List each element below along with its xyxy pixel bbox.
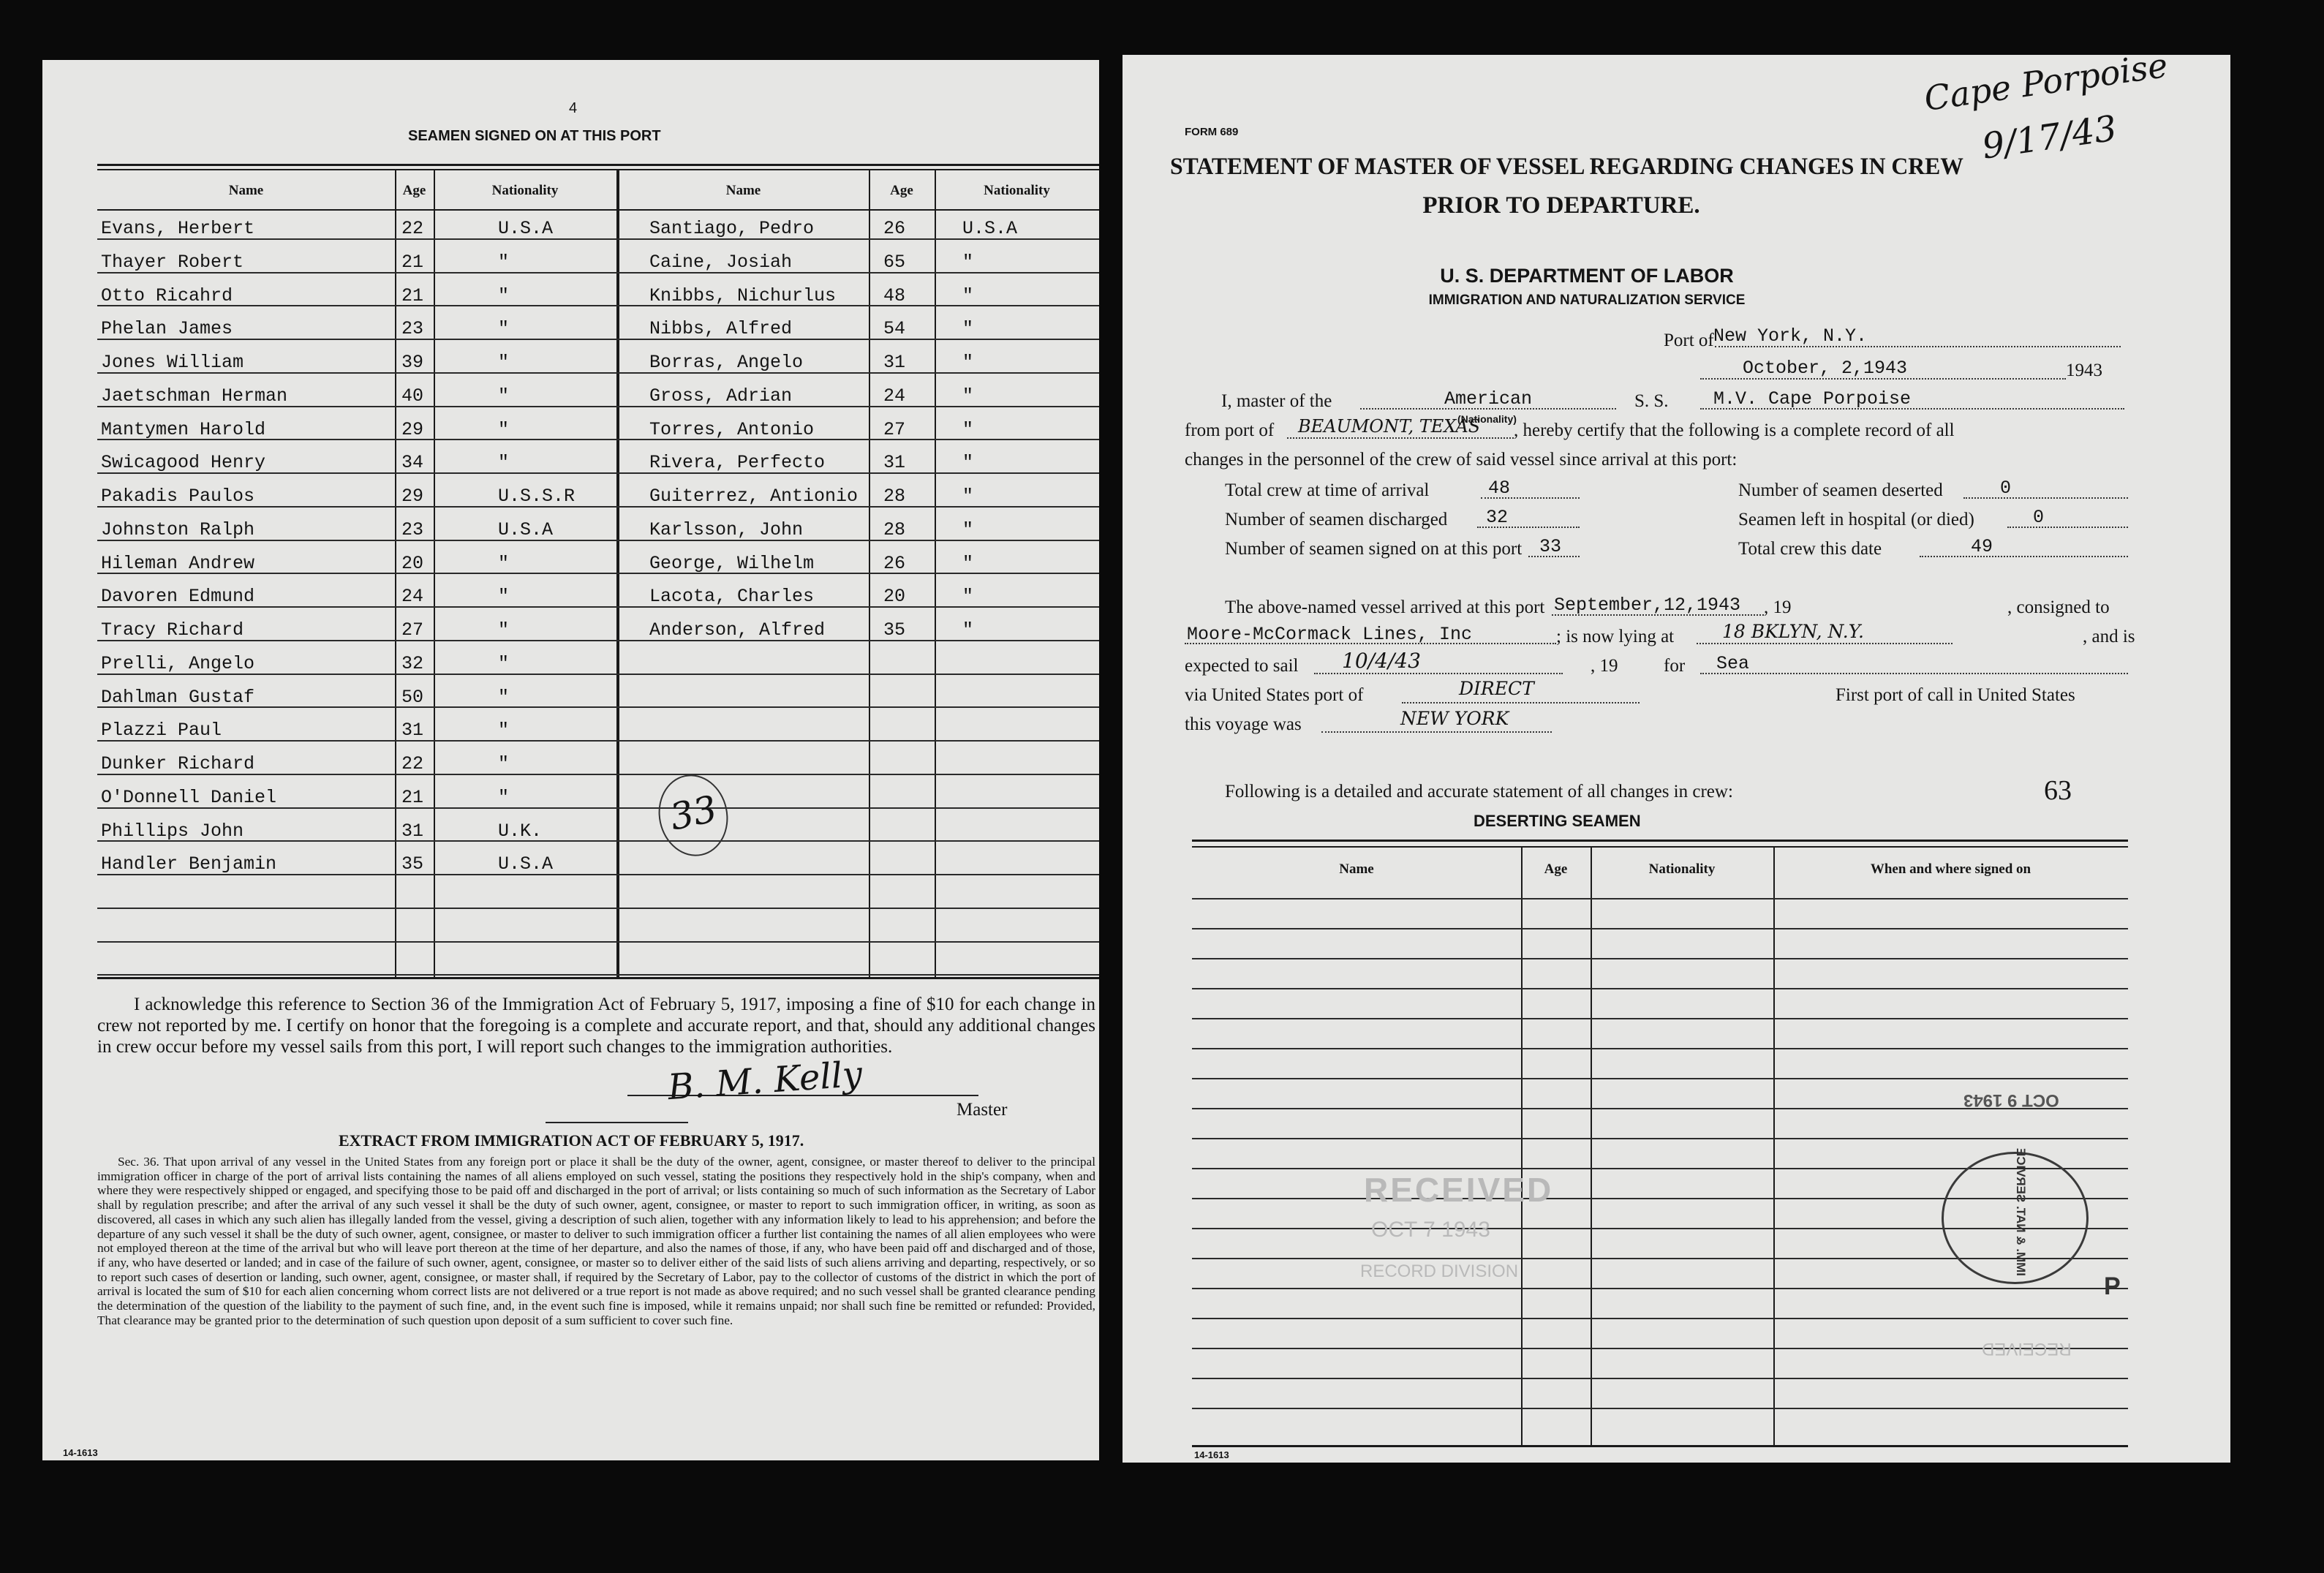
desert-row-rule: [1192, 1288, 2128, 1289]
desert-row-rule: [1192, 1018, 2128, 1019]
expected-value: 10/4/43: [1342, 649, 1421, 673]
seaman-age: 50: [401, 686, 424, 708]
received-stamp-division: RECORD DIVISION: [1360, 1261, 1519, 1281]
seaman-nationality: ": [962, 318, 974, 340]
master-role: Master: [957, 1100, 1008, 1120]
desert-row-rule: [1192, 1408, 2128, 1409]
discharged-label: Number of seamen discharged: [1225, 510, 1448, 529]
discharged: 32: [1486, 507, 1509, 528]
row-rule: [97, 974, 1099, 976]
seaman-name: Guiterrez, Antionio: [649, 486, 859, 507]
hospital-label: Seamen left in hospital (or died): [1738, 510, 1974, 529]
row-rule: [97, 305, 1099, 306]
col-header-nationality: Nationality: [984, 183, 1050, 198]
seaman-age: 40: [401, 385, 424, 407]
master-of-label: I, master of the: [1221, 391, 1332, 411]
desert-row-rule: [1192, 928, 2128, 929]
form-code: 14-1613: [63, 1447, 98, 1458]
seaman-nationality: U.K.: [498, 820, 543, 842]
form-number: FORM 689: [1185, 126, 1239, 138]
seaman-age: 26: [883, 552, 906, 574]
received-stamp-date: OCT 7 1943: [1371, 1218, 1490, 1242]
form-code: 14-1613: [1194, 1449, 1229, 1460]
voyage-value: NEW YORK: [1400, 708, 1509, 729]
voyage-line: [1321, 731, 1552, 733]
received-stamp: RECEIVED: [1364, 1171, 1554, 1209]
seaman-age: 24: [883, 385, 906, 407]
total-crew-date-line: [1920, 556, 2128, 557]
postmark-stamp: [1942, 1147, 2089, 1284]
seaman-name: Nibbs, Alfred: [649, 318, 793, 340]
deserted-line: [1963, 497, 2128, 499]
seaman-nationality: ": [962, 352, 974, 373]
seaman-nationality: ": [498, 586, 510, 608]
seaman-name: Mantymen Harold: [101, 418, 266, 440]
seaman-nationality: ": [498, 753, 510, 774]
seaman-nationality: ": [498, 352, 510, 373]
desert-col-name: Name: [1339, 861, 1374, 877]
nationality-value: American: [1444, 388, 1533, 410]
col-header-age: Age: [890, 183, 913, 198]
postmark-date: OCT 9 1943: [1963, 1090, 2059, 1110]
row-rule: [97, 908, 1099, 909]
from-port-line: [1287, 437, 1514, 439]
handwritten-note: Cape Porpoise: [1921, 45, 2170, 119]
lying-line: [1697, 643, 1953, 644]
seaman-nationality: U.S.A: [498, 853, 554, 875]
arrived-label: The above-named vessel arrived at this port: [1225, 597, 1545, 617]
seaman-age: 21: [401, 284, 424, 306]
seaman-name: Phelan James: [101, 318, 233, 340]
arrived-value: September,12,1943: [1554, 595, 1741, 616]
seaman-name: Anderson, Alfred: [649, 619, 826, 641]
certify-text: , hereby certify that the following is a complete record of all: [1514, 420, 1955, 440]
total-crew-date: 49: [1971, 536, 1993, 557]
form-title-line1: STATEMENT OF MASTER OF VESSEL REGARDING CHANGES IN CREW: [1170, 154, 1963, 180]
port-of-label: Port of: [1664, 331, 1714, 350]
seaman-name: Davoren Edmund: [101, 586, 255, 608]
desert-row-rule: [1192, 1318, 2128, 1319]
seaman-age: 31: [883, 452, 906, 474]
seaman-age: 22: [401, 218, 424, 239]
consigned-label: , consigned to: [2007, 597, 2110, 617]
postmark-text: IMM. & NAT. SERVICE: [2014, 1147, 2028, 1276]
desert-row-rule: [1192, 1378, 2128, 1379]
year-prefix: , 19: [1764, 597, 1792, 617]
seaman-nationality: ": [962, 586, 974, 608]
row-rule: [97, 740, 1099, 742]
for-value: Sea: [1716, 653, 1750, 674]
extract-title: EXTRACT FROM IMMIGRATION ACT OF FEBRUARY 5, 1917.: [339, 1131, 804, 1150]
expected-line: [1314, 673, 1563, 674]
deserted: 0: [2000, 478, 2012, 499]
seaman-nationality: ": [498, 385, 510, 407]
seaman-age: 65: [883, 251, 906, 273]
seaman-name: Thayer Robert: [101, 251, 244, 273]
nationality-caption: (Nationality): [1457, 413, 1517, 425]
col-header-name: Name: [725, 183, 761, 198]
row-rule: [97, 640, 1099, 641]
seaman-nationality: ": [498, 619, 510, 641]
vessel-name: M.V. Cape Porpoise: [1713, 388, 1912, 410]
desert-row-rule: [1192, 1048, 2128, 1049]
seaman-name: Tracy Richard: [101, 619, 244, 641]
seaman-name: Rivera, Perfecto: [649, 452, 826, 474]
right-page: [1123, 45, 2230, 1463]
left-page: [42, 60, 1099, 1460]
seaman-nationality: U.S.S.R: [498, 486, 576, 507]
seaman-age: 23: [401, 518, 424, 540]
desert-col-when-where: When and where signed on: [1870, 861, 2031, 877]
seaman-nationality: ": [498, 251, 510, 273]
seaman-age: 20: [883, 586, 906, 608]
seaman-name: Torres, Antonio: [649, 418, 815, 440]
seaman-name: Dahlman Gustaf: [101, 686, 255, 708]
following-text: Following is a detailed and accurate statement of all changes in crew:: [1225, 782, 1733, 801]
seaman-nationality: ": [498, 452, 510, 474]
circled-total: [651, 768, 735, 862]
seaman-name: Swicagood Henry: [101, 452, 266, 474]
lying-value: 18 BKLYN, N.Y.: [1722, 621, 1864, 642]
seaman-nationality: ": [498, 652, 510, 674]
seaman-age: 29: [401, 418, 424, 440]
via-line: [1402, 702, 1640, 703]
from-port-value: BEAUMONT, TEXAS: [1298, 416, 1481, 437]
seaman-name: Jaetschman Herman: [101, 385, 288, 407]
date-value: October, 2,1943: [1743, 358, 1908, 379]
via-label: via United States port of: [1185, 685, 1364, 705]
seaman-name: Lacota, Charles: [649, 586, 815, 608]
signed-on-label: Number of seamen signed on at this port: [1225, 539, 1523, 559]
and-is: , and is: [2083, 627, 2135, 646]
seaman-nationality: ": [498, 552, 510, 574]
seamen-table: [97, 164, 1099, 981]
desert-row-rule: [1192, 988, 2128, 989]
seaman-nationality: ": [962, 418, 974, 440]
seaman-age: 20: [401, 552, 424, 574]
seaman-nationality: U.S.A: [962, 218, 1018, 239]
hospital-line: [2007, 527, 2128, 528]
seaman-age: 27: [883, 418, 906, 440]
page-stamp-number: 63: [2044, 775, 2072, 806]
seaman-name: Santiago, Pedro: [649, 218, 815, 239]
seaman-age: 35: [883, 619, 906, 641]
seaman-age: 28: [883, 486, 906, 507]
department: U. S. DEPARTMENT OF LABOR: [1440, 265, 1734, 287]
seaman-nationality: ": [962, 518, 974, 540]
changes-text: changes in the personnel of the crew of said vessel since arrival at this port:: [1185, 450, 1738, 469]
col-header-name: Name: [228, 183, 264, 198]
consignee: Moore-McCormack Lines, Inc: [1187, 624, 1473, 645]
date-year: 1943: [2066, 361, 2102, 380]
seaman-age: 54: [883, 318, 906, 340]
desert-row-rule: [1192, 1078, 2128, 1079]
seaman-name: Karlsson, John: [649, 518, 804, 540]
seaman-name: Caine, Josiah: [649, 251, 793, 273]
desert-col-age: Age: [1544, 861, 1568, 877]
col-header-age: Age: [402, 183, 426, 198]
seaman-nationality: ": [498, 720, 510, 742]
port-of-value: New York, N.Y.: [1713, 325, 1868, 347]
seaman-name: Phillips John: [101, 820, 244, 842]
seaman-nationality: ": [498, 284, 510, 306]
signed-on: 33: [1539, 536, 1562, 557]
master-signature: B. M. Kelly: [666, 1053, 864, 1109]
seaman-age: 21: [401, 251, 424, 273]
seaman-age: 29: [401, 486, 424, 507]
section-title: SEAMEN SIGNED ON AT THIS PORT: [408, 128, 661, 144]
total-crew-arrival: 48: [1488, 478, 1511, 499]
seaman-age: 34: [401, 452, 424, 474]
first-port-label: First port of call in United States: [1836, 685, 2075, 705]
short-rule: [546, 1122, 688, 1123]
lying-label: ; is now lying at: [1556, 627, 1675, 646]
seaman-nationality: ": [962, 251, 974, 273]
seaman-age: 32: [401, 652, 424, 674]
ss-label: S. S.: [1634, 391, 1669, 411]
seaman-age: 39: [401, 352, 424, 373]
seaman-age: 26: [883, 218, 906, 239]
desert-row-rule: [1192, 1138, 2128, 1139]
hospital: 0: [2033, 507, 2045, 528]
handwritten-date: 9/17/43: [1980, 107, 2120, 167]
form-title-line2: PRIOR TO DEPARTURE.: [1422, 192, 1700, 219]
row-rule: [97, 372, 1099, 374]
seaman-age: 27: [401, 619, 424, 641]
expected-label: expected to sail: [1185, 656, 1299, 676]
deserted-label: Number of seamen deserted: [1738, 480, 1943, 500]
desert-row-rule: [1192, 958, 2128, 959]
seaman-nationality: ": [962, 452, 974, 474]
deserting-title: DESERTING SEAMEN: [1474, 812, 1641, 830]
seaman-nationality: ": [962, 385, 974, 407]
seaman-nationality: U.S.A: [498, 218, 554, 239]
seaman-nationality: ": [498, 786, 510, 808]
row-rule: [97, 941, 1099, 943]
for-line: [1700, 673, 2128, 674]
seaman-name: Plazzi Paul: [101, 720, 222, 742]
nineteen: , 19: [1591, 656, 1618, 676]
extract-text: Sec. 36. That upon arrival of any vessel in the United States from any foreign port or place it shall be the duty of the owner, agent, consignee, or master thereof to deliver to the principal immigration officer in charge of the port of arrival lists containing the names of all aliens employed on such vessel, stating the positions they respectively hold in the ship's company, when and where they were respectively shipped or engaged, and specifying those to be paid off and discharged in the port of arrival; or lists containing so much of such information as the Secretary of Labor shall by regulation prescribe; and after the arrival of any such vessel it shall be the duty of such owner, agent, consignee, or master to report to such immigration officer, in writing, as soon as discovered, all cases in which any such alien has illegally landed from the vessel, giving a description of such alien, together with any information likely to lead to his apprehension; and before the departure of any such vessel it shall be the duty of such owner, agent, consignee, or master to deliver to such immigration officer a further list containing the names of all alien employees who were not employed thereon at the time of the arrival but who will leave port thereon at the time of her departure, and also the names of those, if any, who have been paid off and discharged and of those, if any, who have deserted or landed; and in case of the failure of such owner, agent, consignee, or master so to deliver either of the said lists of such aliens arriving and departing, respectively, or so to report such cases of desertion or landing, such owner, agent, consignee, or master shall, if required by the Secretary of Labor, pay to the collector of customs of the district in which the port of arrival is located the sum of $10 for each alien concerning whom correct lists are not delivered or a true report is not made as above required; and no such vessel shall be granted clearance pending the determination of the question of the liability to the payment of such fine, and, in the event such fine is imposed, while it remains unpaid; nor shall such fine be remitted or refunded: Provided, That clearance may be granted prior to the determination of such question upon deposit of a sum sufficient to cover such fine.: [97, 1155, 1095, 1327]
desert-col-nationality: Nationality: [1648, 861, 1716, 877]
for-label: for: [1664, 656, 1686, 676]
seaman-age: 23: [401, 318, 424, 340]
seaman-nationality: ": [962, 552, 974, 574]
row-rule: [97, 272, 1099, 274]
seaman-age: 48: [883, 284, 906, 306]
seaman-nationality: ": [498, 318, 510, 340]
seaman-name: Handler Benjamin: [101, 853, 277, 875]
page-number: 4: [569, 100, 578, 116]
voyage-label: this voyage was: [1185, 714, 1302, 734]
acknowledgement-text: I acknowledge this reference to Section 36 of the Immigration Act of February 5, 1917, imposing a fine of $10 for each change in crew not reported by me. I certify on honor that the foregoing is a complete and accurate report, and that, should any additional changes in crew occur before my vessel sails from this port, I will report such changes to the immigration authorities.: [97, 995, 1095, 1057]
total-crew-date-label: Total crew this date: [1738, 539, 1882, 559]
seaman-name: Knibbs, Nichurlus: [649, 284, 837, 306]
circled-total-number: 33: [666, 787, 721, 839]
seaman-name: Pakadis Paulos: [101, 486, 255, 507]
seaman-nationality: ": [962, 486, 974, 507]
from-port-label: from port of: [1185, 420, 1275, 440]
seaman-nationality: ": [498, 686, 510, 708]
seaman-name: Johnston Ralph: [101, 518, 255, 540]
postmark-received: RECEIVED: [1982, 1339, 2072, 1359]
seaman-age: 35: [401, 853, 424, 875]
seaman-name: Borras, Angelo: [649, 352, 804, 373]
seaman-age: 31: [401, 720, 424, 742]
seaman-name: Otto Ricahrd: [101, 284, 233, 306]
seaman-age: 31: [401, 820, 424, 842]
seaman-name: O'Donnell Daniel: [101, 786, 277, 808]
service: IMMIGRATION AND NATURALIZATION SERVICE: [1428, 293, 1746, 308]
seaman-nationality: ": [962, 619, 974, 641]
seaman-name: Hileman Andrew: [101, 552, 255, 574]
desert-row-rule: [1192, 898, 2128, 899]
row-rule: [97, 840, 1099, 842]
seaman-name: Gross, Adrian: [649, 385, 793, 407]
seaman-age: 31: [883, 352, 906, 373]
seaman-age: 24: [401, 586, 424, 608]
stamp-letter: P: [2104, 1272, 2121, 1300]
seaman-name: Jones William: [101, 352, 244, 373]
seaman-name: Prelli, Angelo: [101, 652, 255, 674]
seaman-age: 22: [401, 753, 424, 774]
via-value: DIRECT: [1459, 678, 1534, 699]
seaman-nationality: U.S.A: [498, 518, 554, 540]
seaman-name: George, Wilhelm: [649, 552, 815, 574]
col-header-nationality: Nationality: [491, 183, 559, 198]
seaman-name: Dunker Richard: [101, 753, 255, 774]
total-crew-arrival-label: Total crew at time of arrival: [1225, 480, 1430, 500]
row-rule: [97, 339, 1099, 340]
seaman-nationality: ": [498, 418, 510, 440]
seaman-nationality: ": [962, 284, 974, 306]
seaman-age: 28: [883, 518, 906, 540]
seaman-name: Evans, Herbert: [101, 218, 255, 239]
seaman-age: 21: [401, 786, 424, 808]
